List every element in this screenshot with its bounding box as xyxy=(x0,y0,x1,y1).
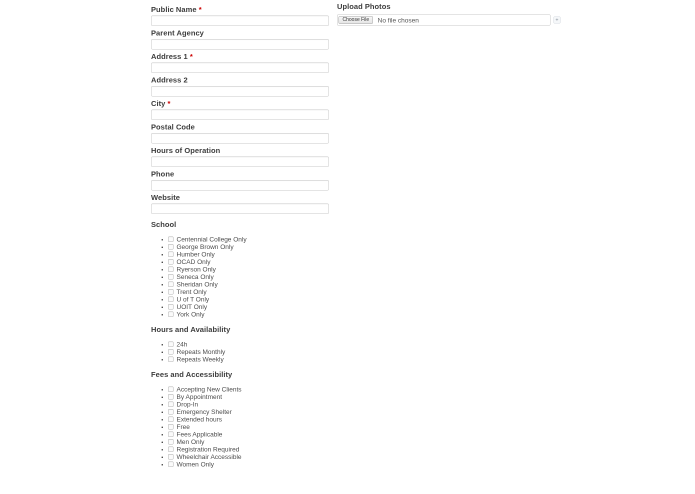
field-label-text: Parent Agency xyxy=(151,29,204,38)
address-2-input[interactable] xyxy=(151,86,329,97)
checkbox-list-item xyxy=(168,401,329,409)
checkbox-label: Sheridan Only xyxy=(176,280,218,288)
public-name-input[interactable] xyxy=(151,16,329,27)
humber-only-checkbox[interactable] xyxy=(168,252,174,258)
parent-agency-field xyxy=(151,30,329,50)
centennial-college-only-checkbox[interactable] xyxy=(168,237,174,243)
field-label-text: Website xyxy=(151,193,180,202)
checkbox-label: OCAD Only xyxy=(176,258,211,266)
school-group xyxy=(151,221,329,318)
free-checkbox[interactable] xyxy=(168,424,174,430)
field-label xyxy=(151,6,329,14)
address-1-input[interactable] xyxy=(151,63,329,74)
field-label xyxy=(151,124,329,132)
checkbox-label: George Brown Only xyxy=(176,243,234,251)
checkbox-list-item xyxy=(168,453,329,461)
checkbox-label: 24h xyxy=(176,340,188,348)
phone-field xyxy=(151,171,329,191)
checkbox-label: York Only xyxy=(176,310,205,318)
parent-agency-input[interactable] xyxy=(151,39,329,50)
by-appointment-checkbox[interactable] xyxy=(168,394,174,400)
choose-file-button[interactable]: Choose File xyxy=(339,16,374,24)
checkbox-label: Wheelchair Accessible xyxy=(176,453,242,461)
repeats-weekly-checkbox[interactable] xyxy=(168,357,174,363)
ryerson-only-checkbox[interactable] xyxy=(168,267,174,273)
checkbox-list xyxy=(151,386,329,469)
postal-code-input[interactable] xyxy=(151,133,329,144)
fees-applicable-checkbox[interactable] xyxy=(168,432,174,438)
checkbox-list-item xyxy=(168,461,329,469)
checkbox-label: UOIT Only xyxy=(176,303,208,311)
checkbox-list xyxy=(151,341,329,364)
field-label xyxy=(151,53,329,61)
men-only-checkbox[interactable] xyxy=(168,439,174,445)
checkbox-list-item xyxy=(168,303,329,311)
checkbox-list-item xyxy=(168,416,329,424)
address-2-field xyxy=(151,77,329,97)
checkbox-list-item xyxy=(168,281,329,289)
website-field xyxy=(151,194,329,214)
field-label xyxy=(151,147,329,155)
checkbox-list xyxy=(151,236,329,319)
checkbox-list-item xyxy=(168,296,329,304)
required-marker: * xyxy=(165,99,171,108)
women-only-checkbox[interactable] xyxy=(168,462,174,468)
field-label xyxy=(151,100,329,108)
postal-code-field xyxy=(151,124,329,144)
upload-photos-section xyxy=(337,3,563,26)
checkbox-list-item xyxy=(168,423,329,431)
file-status-text: No file chosen xyxy=(377,16,419,24)
trent-only-checkbox[interactable] xyxy=(168,289,174,295)
checkbox-label: Ryerson Only xyxy=(176,265,216,273)
checkbox-label: Trent Only xyxy=(176,288,207,296)
upload-photos-heading: Upload Photos xyxy=(337,2,391,11)
checkbox-label: Humber Only xyxy=(176,250,215,258)
checkbox-label: Fees Applicable xyxy=(176,430,223,438)
checkbox-list-item xyxy=(168,356,329,364)
checkbox-list-item xyxy=(168,243,329,251)
checkbox-label: Extended hours xyxy=(176,415,223,423)
field-label-text: Postal Code xyxy=(151,123,195,132)
emergency-shelter-checkbox[interactable] xyxy=(168,409,174,415)
field-label xyxy=(151,171,329,179)
checkbox-label: Repeats Weekly xyxy=(176,355,224,363)
checkbox-label: By Appointment xyxy=(176,393,223,401)
checkbox-label: Repeats Monthly xyxy=(176,348,226,356)
drop-in-checkbox[interactable] xyxy=(168,402,174,408)
york-only-checkbox[interactable] xyxy=(168,312,174,318)
upload-row xyxy=(337,15,563,26)
field-label-text: City xyxy=(151,99,166,108)
field-label xyxy=(151,77,329,85)
field-label-text: Address 2 xyxy=(151,76,188,85)
checkbox-list-item xyxy=(168,273,329,281)
required-marker: * xyxy=(196,5,202,14)
checkbox-list-item xyxy=(168,408,329,416)
add-photo-button[interactable]: + xyxy=(554,17,561,24)
accepting-new-clients-checkbox[interactable] xyxy=(168,387,174,393)
checkbox-list-item xyxy=(168,348,329,356)
checkbox-label: U of T Only xyxy=(176,295,210,303)
public-name-field xyxy=(151,6,329,26)
checkbox-label: Free xyxy=(176,423,190,431)
checkbox-group-heading: School xyxy=(151,220,177,229)
field-label xyxy=(151,30,329,38)
george-brown-only-checkbox[interactable] xyxy=(168,244,174,250)
u-of-t-only-checkbox[interactable] xyxy=(168,297,174,303)
checkbox-list-item xyxy=(168,236,329,244)
address-1-field xyxy=(151,53,329,73)
checkbox-list-item xyxy=(168,386,329,394)
checkbox-list-item xyxy=(168,341,329,349)
checkbox-list-item xyxy=(168,431,329,439)
required-marker: * xyxy=(187,52,193,61)
checkbox-list-item xyxy=(168,438,329,446)
field-label-text: Phone xyxy=(151,170,175,179)
checkbox-label: Seneca Only xyxy=(176,273,214,281)
checkbox-list-item xyxy=(168,258,329,266)
checkbox-list-item xyxy=(168,251,329,259)
registration-required-checkbox[interactable] xyxy=(168,447,174,453)
ocad-only-checkbox[interactable] xyxy=(168,259,174,265)
text-fields-section xyxy=(151,6,329,214)
checkbox-list-item xyxy=(168,266,329,274)
extended-hours-checkbox[interactable] xyxy=(168,417,174,423)
checkbox-list-item xyxy=(168,393,329,401)
website-input[interactable] xyxy=(151,204,329,215)
hours-of-operation-field xyxy=(151,147,329,167)
checkbox-group-heading: Fees and Accessibility xyxy=(151,370,233,379)
checkbox-list-item xyxy=(168,311,329,319)
hours-and-availability-group xyxy=(151,326,329,363)
main-form-column xyxy=(151,6,329,476)
sheridan-only-checkbox[interactable] xyxy=(168,282,174,288)
fees-and-accessibility-group xyxy=(151,371,329,468)
field-label xyxy=(151,194,329,202)
repeats-monthly-checkbox[interactable] xyxy=(168,349,174,355)
checkbox-label: Emergency Shelter xyxy=(176,408,232,416)
24h-checkbox[interactable] xyxy=(168,342,174,348)
file-input[interactable] xyxy=(337,15,551,26)
checkbox-list-item xyxy=(168,446,329,454)
checkbox-label: Drop-In xyxy=(176,400,199,408)
checkbox-label: Centennial College Only xyxy=(176,235,247,243)
checkbox-group-heading: Hours and Availability xyxy=(151,325,231,334)
hours-of-operation-input[interactable] xyxy=(151,157,329,168)
city-field xyxy=(151,100,329,120)
city-input[interactable] xyxy=(151,110,329,121)
field-label-text: Hours of Operation xyxy=(151,146,221,155)
wheelchair-accessible-checkbox[interactable] xyxy=(168,454,174,460)
phone-input[interactable] xyxy=(151,180,329,191)
checkbox-label: Men Only xyxy=(176,438,205,446)
checkbox-list-item xyxy=(168,288,329,296)
seneca-only-checkbox[interactable] xyxy=(168,274,174,280)
field-label-text: Address 1 xyxy=(151,52,188,61)
uoit-only-checkbox[interactable] xyxy=(168,304,174,310)
checkbox-label: Women Only xyxy=(176,460,214,468)
checkbox-groups-section xyxy=(151,221,329,468)
field-label-text: Public Name xyxy=(151,5,197,14)
checkbox-label: Accepting New Clients xyxy=(176,385,242,393)
checkbox-label: Registration Required xyxy=(176,445,240,453)
